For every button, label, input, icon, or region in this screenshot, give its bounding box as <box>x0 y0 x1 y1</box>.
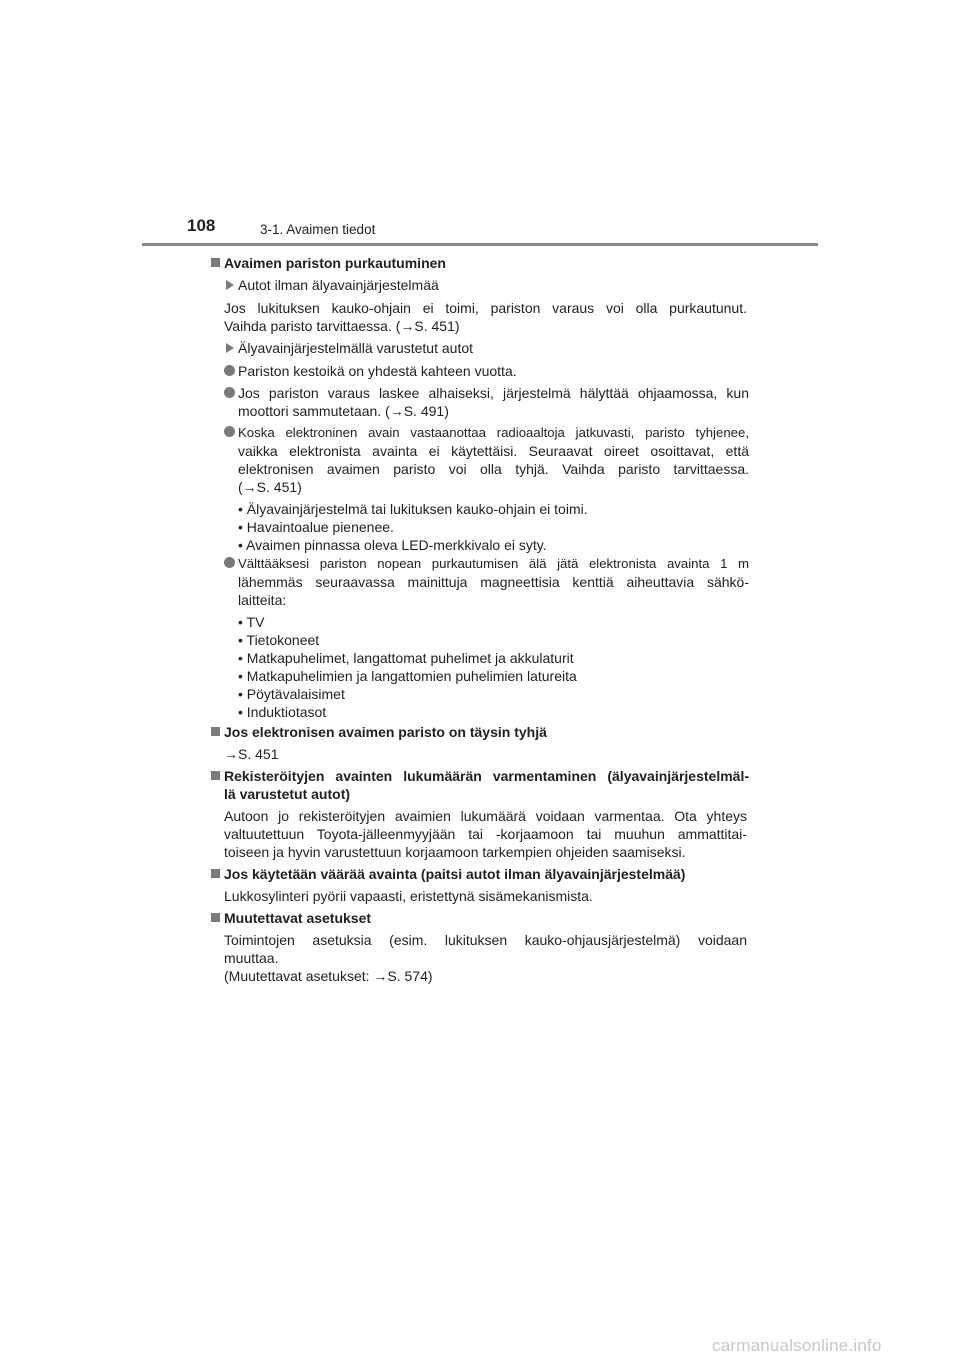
bullet-text: Pariston kestoikä on yhdestä kahteen vuotta. <box>238 363 517 379</box>
heading: Avaimen pariston purkautuminen <box>224 255 446 271</box>
round-bullet-icon <box>224 426 235 437</box>
paragraph-line: toiseen ja hyvin varustettuun korjaamoon tarkempien ohjeiden saamiseksi. <box>224 844 686 860</box>
bullet-text: (→S. 451) <box>238 479 302 495</box>
arrow-bullet-icon <box>226 343 234 353</box>
sub-list-item: • TV <box>238 614 265 630</box>
heading: lä varustetut autot) <box>224 786 351 802</box>
bullet-text: elektronisen avaimen paristo voi olla tyhjä. Vaihda paristo tarvittaessa. <box>238 461 749 477</box>
subheading: Älyavainjärjestelmällä varustetut autot <box>238 340 474 356</box>
paragraph-line: Lukkosylinteri pyörii vapaasti, eristettynä sisämekanismista. <box>224 888 593 904</box>
heading: Muutettavat asetukset <box>224 910 372 926</box>
heading-square-icon <box>211 771 220 780</box>
page-reference: →S. 451 <box>224 746 279 762</box>
paragraph-line: valtuutettuun Toyota-jälleenmyyjään tai -korjaamoon tai muuhun ammattitai- <box>224 826 747 842</box>
sub-list-item: • Induktiotasot <box>238 704 327 720</box>
paragraph-line: Toimintojen asetuksia (esim. lukituksen kauko-ohjausjärjestelmä) voidaan <box>224 932 747 948</box>
heading-square-icon <box>211 258 220 267</box>
sub-list-item: • Tietokoneet <box>238 632 320 648</box>
paragraph-line: Jos lukituksen kauko-ohjain ei toimi, pariston varaus voi olla purkautunut. <box>224 300 747 316</box>
paragraph-line: Autoon jo rekisteröityjen avaimien lukumäärä voidaan varmentaa. Ota yhteys <box>224 808 747 824</box>
arrow-bullet-icon <box>226 280 234 290</box>
paragraph-line: Vaihda paristo tarvittaessa. (→S. 451) <box>224 318 460 334</box>
paragraph-line: muuttaa. <box>224 950 279 966</box>
bullet-text: vaikka elektronista avainta ei käytettäisi. Seuraavat oireet osoittavat, että <box>238 443 749 459</box>
section-title: 3-1. Avaimen tiedot <box>260 222 376 237</box>
bullet-text: moottori sammutetaan. (→S. 491) <box>238 403 449 419</box>
bullet-text: lähemmäs seuraavassa mainittuja magneettisia kenttiä aiheuttavia sähkö- <box>238 574 749 590</box>
sub-list-item: • Havaintoalue pienenee. <box>238 519 394 535</box>
sub-list-item: • Matkapuhelimien ja langattomien puhelimien latureita <box>238 668 577 684</box>
bullet-text: Koska elektroninen avain vastaanottaa radioaaltoja jatkuvasti, paristo tyhjenee, <box>238 425 749 440</box>
heading-square-icon <box>211 727 220 736</box>
watermark: carmanualsonline.info <box>712 1336 882 1355</box>
heading-square-icon <box>211 913 220 922</box>
sub-list-item: • Pöytävalaisimet <box>238 686 345 702</box>
sub-list-item: • Avaimen pinnassa oleva LED-merkkivalo ei syty. <box>238 537 547 553</box>
sub-list-item: • Älyavainjärjestelmä tai lukituksen kauko-ohjain ei toimi. <box>238 501 588 517</box>
bullet-text: Välttääksesi pariston nopean purkautumisen älä jätä elektronista avainta 1 m <box>238 556 749 571</box>
heading: Jos käytetään väärää avainta (paitsi autot ilman älyavainjärjestelmää) <box>224 866 686 882</box>
paragraph-line: (Muutettavat asetukset: →S. 574) <box>224 968 433 984</box>
bullet-text: laitteita: <box>238 592 287 608</box>
subheading: Autot ilman älyavainjärjestelmää <box>238 277 439 293</box>
heading-square-icon <box>211 869 220 878</box>
sub-list-item: • Matkapuhelimet, langattomat puhelimet ja akkulaturit <box>238 650 574 666</box>
heading: Rekisteröityjen avainten lukumäärän varmentaminen (älyavainjärjestelmäl- <box>224 768 749 784</box>
bullet-text: Jos pariston varaus laskee alhaiseksi, järjestelmä hälyttää ohjaamossa, kun <box>238 385 749 401</box>
round-bullet-icon <box>224 365 235 376</box>
round-bullet-icon <box>224 557 235 568</box>
page-number: 108 <box>187 216 216 235</box>
round-bullet-icon <box>224 387 235 398</box>
heading: Jos elektronisen avaimen paristo on täysin tyhjä <box>224 724 547 740</box>
